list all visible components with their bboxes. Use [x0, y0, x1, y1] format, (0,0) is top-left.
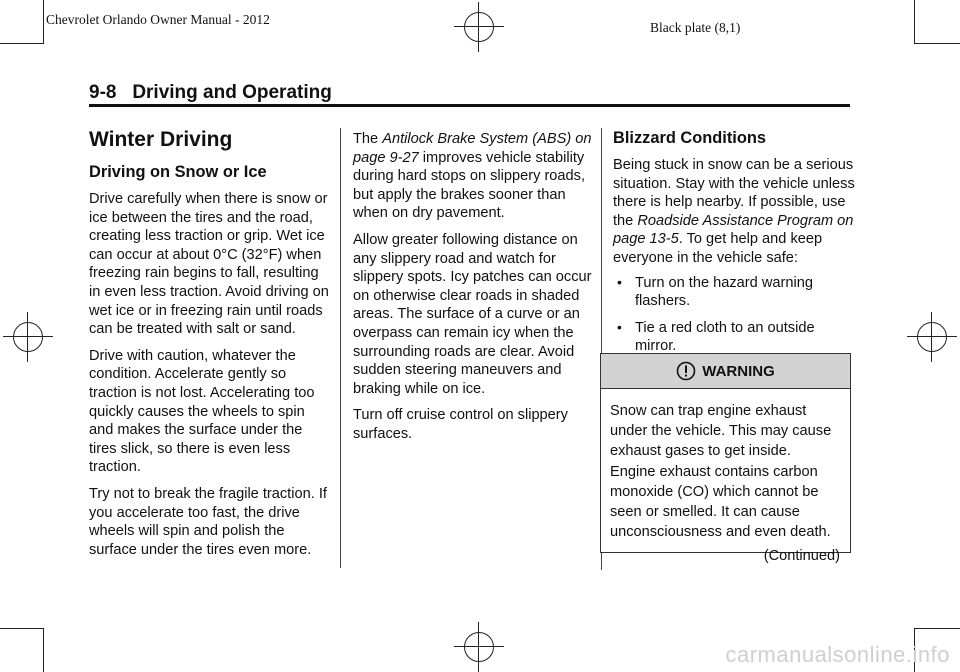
- text: . To get help and keep everyone in the vehicle safe:: [613, 231, 823, 266]
- paragraph: [613, 156, 855, 268]
- paragraph: Allow greater following distance on any slippery road and watch for slippery spots. Icy patches can occur on otherwise clear roads in shaded areas. The surface of a curve or an overpass can remain icy when the surrounding roads are clear. Avoid sudden steering maneuvers and braking while on ice.: [353, 231, 592, 397]
- column-3: [613, 128, 855, 364]
- registration-mark-top: [454, 2, 504, 52]
- watermark: carmanualsonline.info: [725, 642, 950, 667]
- abs-reference-link[interactable]: Antilock Brake System (ABS) on page 9-27: [353, 131, 592, 166]
- crop-mark: [914, 628, 960, 629]
- list-item: [613, 319, 855, 356]
- column-divider: [601, 128, 602, 358]
- registration-mark-right: [907, 312, 957, 362]
- list-item-text: Tie a red cloth to an outside mirror.: [635, 319, 815, 355]
- roadside-assistance-link[interactable]: Roadside Assistance Program on page 13-5: [613, 212, 854, 248]
- manual-title: Chevrolet Orlando Owner Manual - 2012: [46, 12, 270, 27]
- warning-text: Snow can trap engine exhaust under the vehicle. This may cause exhaust gases to get inside. Engine exhaust contains carbon monoxide (CO) which cannot be seen or smelled. It can cause unconsciousness and even death.: [610, 403, 832, 541]
- warning-icon: [676, 361, 696, 381]
- section-title: Driving and Operating: [132, 82, 332, 103]
- bullet-list: [613, 274, 855, 356]
- warning-title: WARNING: [702, 362, 775, 380]
- crop-mark: [0, 628, 44, 629]
- heading-winter-driving: Winter Driving: [89, 128, 233, 151]
- section-heading: [89, 82, 332, 104]
- paragraph: Drive carefully when there is snow or ice between the tires and the road, creating less traction or grip. Wet ice can occur at about 0°C (32°F) when freezing rain begins to fall, resulting in even less traction. Avoid driving on wet ice or in freezing rain until roads can be treated with salt or sand.: [89, 191, 329, 338]
- text: Being stuck in snow can be a serious situation. Stay with the vehicle unless there is help nearby. If possible, use the: [613, 157, 855, 229]
- text: improves vehicle stability during hard stops on slippery roads, but apply the brakes sooner than when on dry pavement.: [353, 149, 586, 222]
- page-number: 9-8: [89, 82, 117, 103]
- plate-label: Black plate (8,1): [650, 20, 741, 35]
- heading-blizzard-conditions: Blizzard Conditions: [613, 129, 766, 147]
- paragraph: Try not to break the fragile traction. If you accelerate too fast, the drive wheels will spin and polish the surface under the tires even more.: [89, 485, 327, 558]
- warning-body: [601, 389, 850, 567]
- subheading-snow-ice: Driving on Snow or Ice: [89, 163, 267, 181]
- crop-mark: [914, 43, 960, 44]
- crop-mark: [43, 0, 44, 44]
- paragraph: Turn off cruise control on slippery surfaces.: [353, 407, 568, 442]
- registration-mark-bottom: [454, 622, 504, 672]
- paragraph: Drive with caution, whatever the condition. Accelerate gently so traction is not lost. Accelerating too quickly causes the wheels to spin and makes the surface under the tires slick, so there is even less traction.: [89, 347, 315, 476]
- header-rule: [89, 104, 850, 107]
- crop-mark: [43, 628, 44, 672]
- bullet-icon: •: [617, 273, 622, 290]
- column-1: [89, 128, 329, 567]
- crop-mark: [914, 0, 915, 44]
- text: The: [353, 131, 379, 147]
- warning-header: [601, 354, 850, 389]
- paragraph: [353, 130, 593, 223]
- column-2: [353, 130, 593, 452]
- bullet-icon: •: [617, 318, 622, 335]
- list-item: [613, 274, 855, 311]
- crop-mark: [0, 43, 44, 44]
- continued-label: (Continued): [763, 548, 840, 565]
- column-divider: [340, 128, 341, 568]
- warning-box: [600, 353, 851, 565]
- registration-mark-left: [3, 312, 53, 362]
- list-item-text: Turn on the hazard warning flashers.: [635, 274, 813, 310]
